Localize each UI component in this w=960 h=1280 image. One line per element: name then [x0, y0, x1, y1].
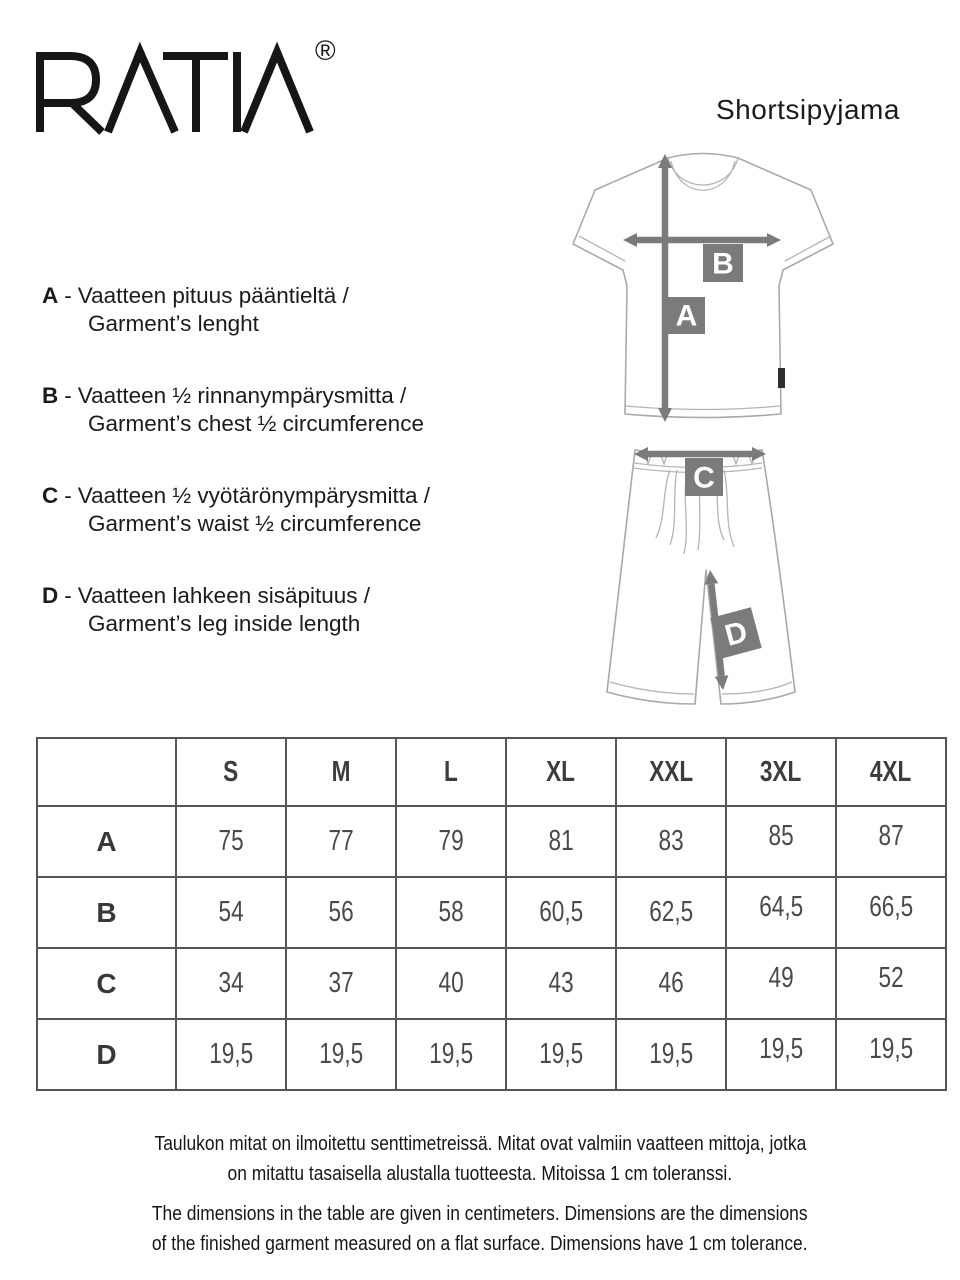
legend-text-fi: Vaatteen ½ rinnanympärysmitta /	[77, 383, 407, 408]
tshirt-diagram	[565, 144, 845, 444]
size-value-cell: 40	[396, 948, 506, 1019]
tshirt-side-tag	[778, 368, 785, 388]
page-title: Shortsipyjama	[716, 94, 900, 125]
footnote-english	[0, 1200, 960, 1260]
measure-label-b: B	[712, 247, 734, 281]
measure-row-label: D	[37, 1019, 176, 1090]
ratia-logo	[34, 30, 354, 145]
size-value-cell: 37	[286, 948, 396, 1019]
size-table-header-row	[37, 738, 946, 806]
size-value-cell: 56	[286, 877, 396, 948]
legend-item-a	[42, 282, 542, 338]
table-row-b	[37, 877, 946, 948]
size-value-cell: 19,5	[176, 1019, 286, 1090]
legend-separator: -	[64, 483, 72, 508]
footnote-line: of the finished garment measured on a flat surface. Dimensions have 1 cm tolerance.	[152, 1232, 808, 1255]
size-value-cell: 19,5	[506, 1019, 616, 1090]
size-value-cell: 19,5	[726, 1019, 836, 1090]
size-value-cell: 66,5	[836, 877, 946, 948]
size-table	[36, 737, 947, 1091]
size-value-cell: 60,5	[506, 877, 616, 948]
size-column-header: L	[396, 738, 506, 806]
size-value-cell: 46	[616, 948, 726, 1019]
footnote-line: Taulukon mitat on ilmoitettu senttimetreissä. Mitat ovat valmiin vaatteen mittoja, jotka	[154, 1132, 806, 1155]
size-value-cell: 79	[396, 806, 506, 877]
size-value-cell: 64,5	[726, 877, 836, 948]
size-value-cell: 49	[726, 948, 836, 1019]
size-value-cell: 19,5	[396, 1019, 506, 1090]
legend-separator: -	[64, 283, 72, 308]
size-column-header: M	[286, 738, 396, 806]
table-row-d	[37, 1019, 946, 1090]
size-value-cell: 81	[506, 806, 616, 877]
legend-text-fi: Vaatteen lahkeen sisäpituus /	[77, 583, 371, 608]
legend-item-b	[42, 382, 542, 438]
measure-label-a: A	[675, 299, 698, 333]
measure-row-label: A	[37, 806, 176, 877]
legend-separator: -	[64, 383, 72, 408]
shorts-diagram	[592, 442, 872, 722]
size-value-cell: 19,5	[616, 1019, 726, 1090]
footnote-line: The dimensions in the table are given in centimeters. Dimensions are the dimensions	[152, 1202, 808, 1225]
size-column-header: XXL	[616, 738, 726, 806]
size-value-cell: 43	[506, 948, 616, 1019]
table-row-a	[37, 806, 946, 877]
legend-text-en: Garment’s lenght	[88, 311, 259, 336]
measure-row-label: C	[37, 948, 176, 1019]
size-value-cell: 54	[176, 877, 286, 948]
size-value-cell: 19,5	[286, 1019, 396, 1090]
legend-text-en: Garment’s chest ½ circumference	[88, 411, 424, 436]
corner-cell	[37, 738, 176, 806]
size-value-cell: 52	[836, 948, 946, 1019]
measure-label-d: D	[721, 615, 751, 653]
registered-trademark-icon: ®	[315, 35, 336, 66]
legend-key: B	[42, 383, 59, 408]
legend-key: A	[42, 283, 59, 308]
tshirt-outline	[573, 154, 833, 418]
measure-row-label: B	[37, 877, 176, 948]
size-column-header: S	[176, 738, 286, 806]
legend-item-c	[42, 482, 542, 538]
size-value-cell: 62,5	[616, 877, 726, 948]
size-value-cell: 87	[836, 806, 946, 877]
legend-key: D	[42, 583, 59, 608]
legend-text-en: Garment’s leg inside length	[88, 611, 361, 636]
legend-item-d	[42, 582, 542, 638]
size-value-cell: 75	[176, 806, 286, 877]
size-value-cell: 83	[616, 806, 726, 877]
legend-text-fi: Vaatteen pituus pääntieltä /	[77, 283, 349, 308]
footnote-finnish	[0, 1130, 960, 1190]
size-value-cell: 85	[726, 806, 836, 877]
legend-key: C	[42, 483, 59, 508]
size-column-header: XL	[506, 738, 616, 806]
measurement-legend	[42, 282, 542, 682]
legend-text-fi: Vaatteen ½ vyötärönympärysmitta /	[77, 483, 430, 508]
size-value-cell: 77	[286, 806, 396, 877]
size-value-cell: 58	[396, 877, 506, 948]
ratia-logo-letters	[40, 52, 310, 132]
size-column-header: 3XL	[726, 738, 836, 806]
size-value-cell: 19,5	[836, 1019, 946, 1090]
measure-label-c: C	[693, 461, 715, 495]
legend-text-en: Garment’s waist ½ circumference	[88, 511, 422, 536]
footnote-line: on mitattu tasaisella alustalla tuotteesta. Mitoissa 1 cm toleranssi.	[227, 1162, 733, 1185]
table-row-c	[37, 948, 946, 1019]
legend-separator: -	[64, 583, 72, 608]
size-column-header: 4XL	[836, 738, 946, 806]
size-value-cell: 34	[176, 948, 286, 1019]
